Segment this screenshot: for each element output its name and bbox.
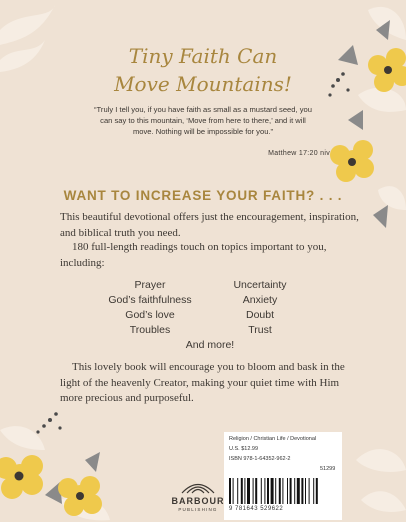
barcode-number: 9 781643 529622 (229, 506, 284, 512)
topic-left-2: God’s faithfulness (108, 294, 192, 306)
topic-right-3: Doubt (245, 309, 275, 321)
tagline-line-2: Move Mountains! (114, 72, 292, 96)
and-more-text: And more! (185, 339, 235, 351)
topic-left-3: God’s love (125, 309, 175, 321)
verse-reference: Matthew 17:20 niv (268, 150, 330, 157)
price-code-label: 51299 (320, 466, 336, 472)
intro-paragraph: This beautiful devotional offers just the encouragement, inspiration, and biblical truth you need. (60, 211, 359, 239)
bible-verse: “Truly I tell you, if you have faith as small as a mustard seed, you can say to this mountain, ‘Move from here to there,’ and it will move. Nothing will be impossible for you.” (94, 105, 312, 137)
category-label: Religion / Christian Life / Devotional (229, 436, 317, 442)
bottom-left-flowers-decoration (0, 400, 120, 522)
topic-left-1: Prayer (134, 279, 166, 291)
topic-right-1: Uncertainty (233, 279, 287, 291)
barcode-panel (224, 432, 342, 520)
isbn-label: ISBN 978-1-64352-962-2 (229, 456, 291, 462)
publisher-sub: PUBLISHING (178, 507, 218, 512)
price-label: U.S. $12.99 (229, 446, 259, 452)
publisher-name: BARBOUR (171, 496, 225, 506)
tagline-line-1: Tiny Faith Can (128, 44, 278, 68)
closing-paragraph: This lovely book will encourage you to bloom and bask in the light of the heavenly Creator, making your quiet time with Him more precious and purposeful. (60, 361, 345, 404)
headline: WANT TO INCREASE YOUR FAITH? . . . (63, 188, 343, 203)
topic-left-4: Troubles (129, 324, 171, 336)
bottom-right-leaves-decoration (346, 430, 406, 522)
topic-right-2: Anxiety (242, 294, 278, 306)
readings-paragraph: 180 full-length readings touch on topics important to you, including: (60, 241, 327, 269)
barcode-graphic (229, 478, 337, 504)
barbour-logo-icon (180, 478, 216, 494)
topic-right-4: Trust (248, 324, 272, 336)
